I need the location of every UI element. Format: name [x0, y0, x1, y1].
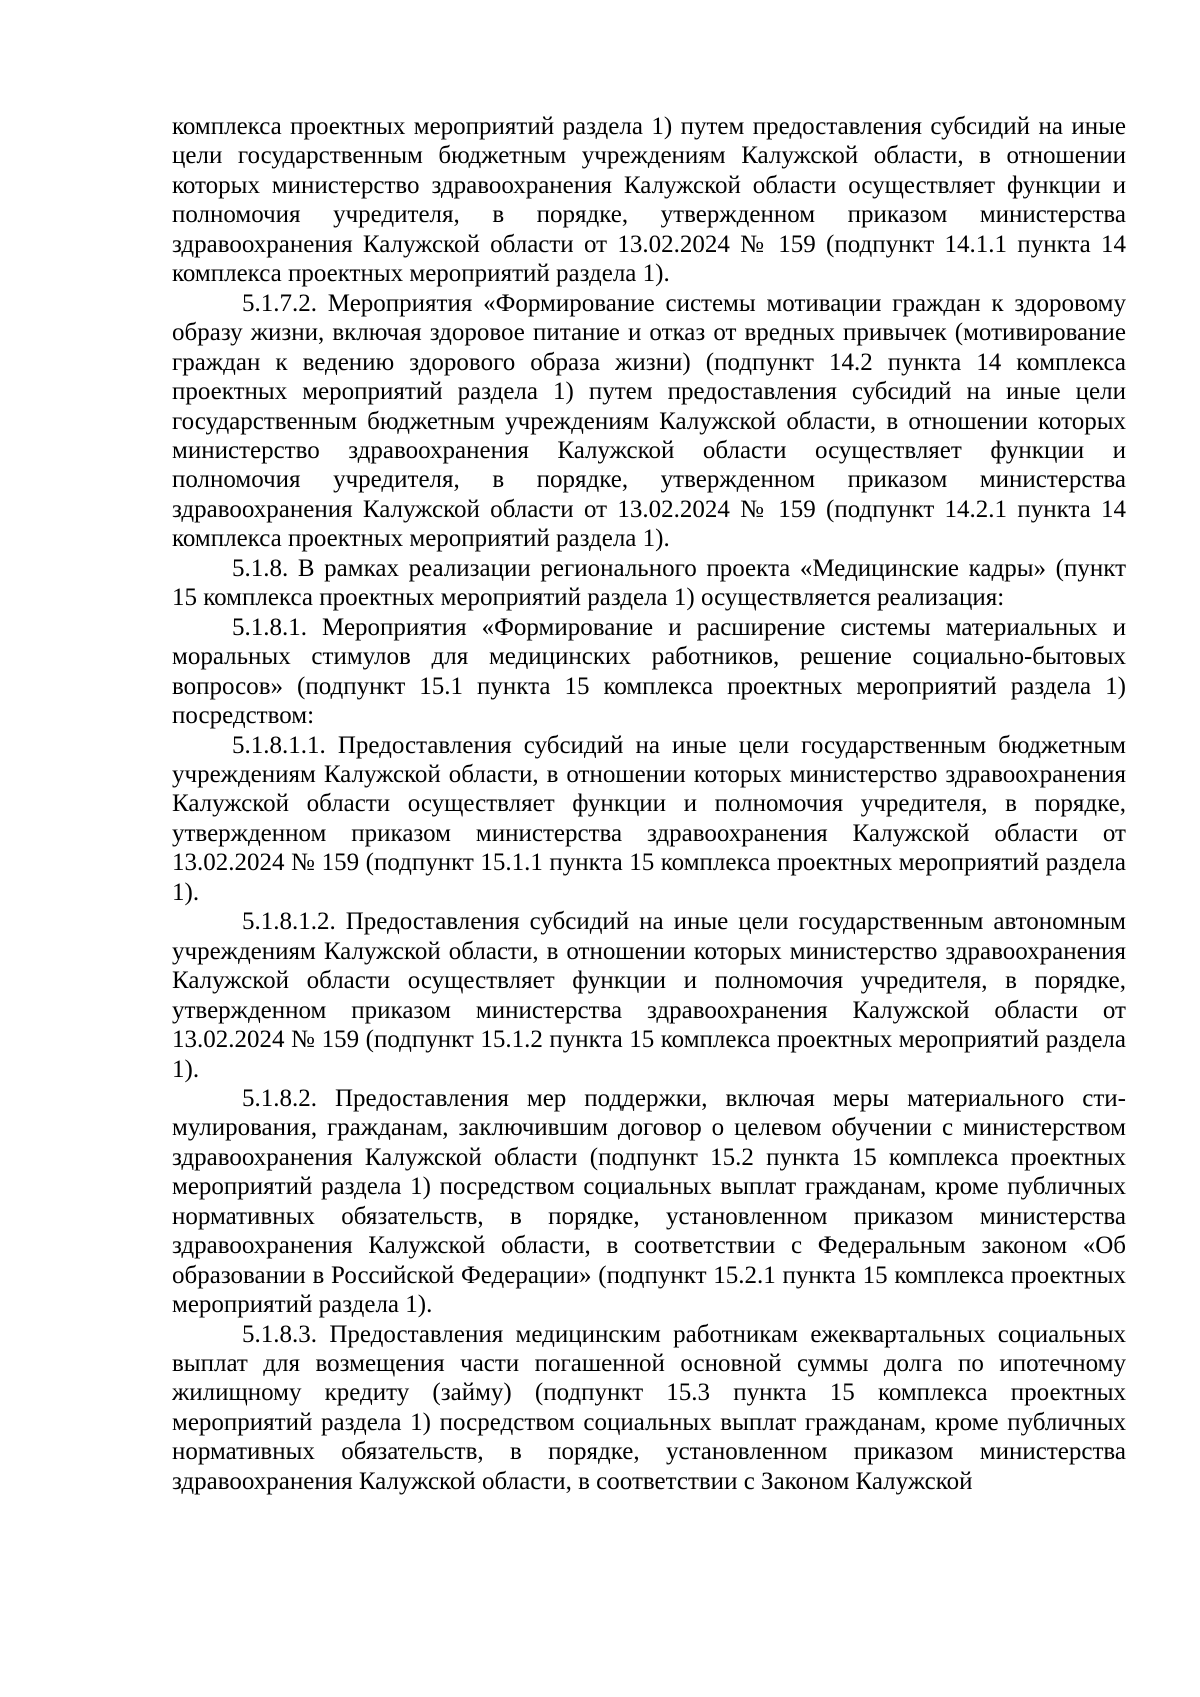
paragraph-5-1-8-1-1: 5.1.8.1.1. Предоставления субсидий на иные цели государственным бюджетным учреждениям Калужской области, в отношении которых министерство здравоохранения Калужской области осуществляет функции и полномочия учредителя, в порядке, утвержденном приказом министерства здравоохранения Калужской области от 13.02.2024 № 159 (подпункт 15.1.1 пункта 15 комплекса проектных мероприятий раздела 1). — [172, 731, 1126, 906]
document-page — [172, 112, 1126, 1496]
paragraph-5-1-8-3: 5.1.8.3. Предоставления медицинским работникам ежеквартальных социальных выплат для возмещения части погашенной основной суммы долга по ипотечному жилищному кредиту (займу) (подпункт 15.3 пункта 15 комплекса проектных мероприятий раздела 1) посредством социальных выплат гражданам, кроме публичных нормативных обязательств, в порядке, установленном приказом министерства здравоохранения Калужской области, в соответствии с Законом Калужской — [172, 1320, 1126, 1495]
paragraph-5-1-8-1: 5.1.8.1. Мероприятия «Формирование и расширение системы материальных и моральных стимулов для медицинских работников, решение социально-бытовых вопросов» (подпункт 15.1 пункта 15 комплекса проектных мероприятий раздела 1) посредством: — [172, 613, 1126, 730]
paragraph-5-1-8: 5.1.8. В рамках реализации регионального проекта «Медицинские кадры» (пункт 15 комплекса проектных мероприятий раздела 1) осуществляется реализация: — [172, 554, 1126, 612]
paragraph-5-1-8-1-2: 5.1.8.1.2. Предоставления субсидий на иные цели государственным автономным учреждениям Калужской области, в отношении которых министерство здравоохранения Калужской области осуществляет функции и полномочия учредителя, в порядке, утвержденном приказом министерства здравоохранения Калужской области от 13.02.2024 № 159 (подпункт 15.1.2 пункта 15 комплекса проектных мероприятий раздела 1). — [172, 908, 1126, 1083]
paragraph-continuation: комплекса проектных мероприятий раздела 1) путем предоставления субсидий на иные цели государственным бюджетным учреждениям Калужской области, в отношении которых министерство здравоохранения Калужской области осуществляет функции и полномочия учредителя, в порядке, утвержденном приказом министерства здравоохранения Калужской области от 13.02.2024 № 159 (подпункт 14.1.1 пункта 14 комплекса проектных мероприятий раздела 1). — [172, 113, 1126, 288]
paragraph-5-1-7-2: 5.1.7.2. Мероприятия «Формирование системы мотивации граждан к здоровому образу жизни, включая здоровое питание и отказ от вредных привычек (мотивирование граждан к ведению здорового образа жизни) (подпункт 14.2 пункта 14 комплекса проектных мероприятий раздела 1) путем предоставления субсидий на иные цели государственным бюджетным учреждениям Калужской области, в отношении которых министерство здравоохранения Калужской области осуществляет функции и полномочия учредителя, в порядке, утвержденном приказом министерства здравоохранения Калужской области от 13.02.2024 № 159 (подпункт 14.2.1 пункта 14 комплекса проектных мероприятий раздела 1). — [172, 289, 1126, 553]
paragraph-5-1-8-2: 5.1.8.2. Предоставления мер поддержки, включая меры материального стимулирования, гражданам, заключившим договор о целевом обучении с министерством здравоохранения Калужской области (подпункт 15.2 пункта 15 комплекса проектных мероприятий раздела 1) посредством социальных выплат гражданам, кроме публичных нормативных обязательств, в порядке, установленном приказом министерства здравоохранения Калужской области, в соответствии с Федеральным законом «Об образовании в Российской Федерации» (подпункт 15.2.1 пункта 15 комплекса проектных мероприятий раздела 1). — [172, 1084, 1126, 1319]
